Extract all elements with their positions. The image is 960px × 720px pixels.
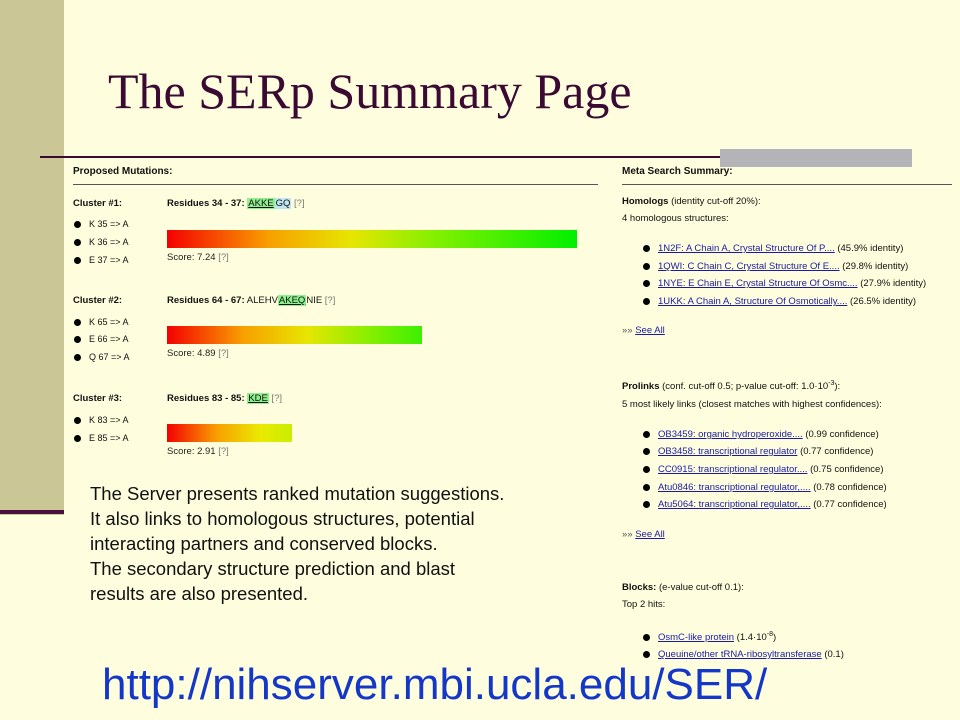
highlighted-residues: AKEQ [278, 295, 306, 306]
homolog-link[interactable]: 1QWI: C Chain C, Crystal Structure Of E.... [658, 261, 840, 272]
mutation-item: K 83 => A [74, 415, 129, 425]
note-line: The Server presents ranked mutation suggestions. [90, 483, 505, 504]
cluster-label: Cluster #2: [73, 295, 123, 306]
help-link[interactable]: [?] [324, 295, 336, 306]
homologs-see-all: »» See All [622, 325, 665, 336]
note-line: results are also presented. [90, 583, 309, 604]
mutation-item: K 35 => A [74, 219, 129, 229]
homolog-link[interactable]: 1UKK: A Chain A, Structure Of Osmotically.... [658, 296, 848, 307]
server-url[interactable]: http://nihserver.mbi.ucla.edu/SER/ [102, 660, 768, 709]
blocks-count: Top 2 hits: [622, 599, 666, 610]
sidebar-divider [0, 510, 64, 514]
homolog-item: 1QWI: C Chain C, Crystal Structure Of E.... (29.8% identity) [643, 261, 908, 272]
meta-header: Meta Search Summary: [622, 166, 733, 177]
mutations-rule [73, 184, 598, 185]
score-bar [167, 326, 422, 344]
help-link[interactable]: [?] [218, 348, 229, 359]
homologs-heading: Homologs (identity cut-off 20%): [622, 196, 761, 207]
residues-line: Residues 83 - 85: KDE [?] [167, 393, 283, 404]
score-text: Score: 4.89 [?] [167, 348, 229, 359]
help-link[interactable]: [?] [271, 393, 283, 404]
mutation-item: E 85 => A [74, 433, 129, 443]
prolink-item: OB3459: organic hydroperoxide.... (0.99 confidence) [643, 429, 879, 440]
mutation-item: K 65 => A [74, 317, 129, 327]
highlighted-residues: KDE [248, 393, 268, 404]
prolink-link[interactable]: OB3459: organic hydroperoxide.... [658, 429, 803, 440]
homolog-item: 1N2F: A Chain A, Crystal Structure Of P.... (45.9% identity) [643, 243, 903, 254]
score-text: Score: 7.24 [?] [167, 252, 229, 263]
slide-sidebar [0, 0, 64, 515]
slide-notes [90, 481, 504, 606]
mutation-item: E 37 => A [74, 255, 129, 265]
block-item: Queuine/other tRNA-ribosyltransferase (0.1) [643, 649, 844, 660]
help-link[interactable]: [?] [218, 252, 229, 263]
prolink-item: Atu0846: transcriptional regulator,.... (0.78 confidence) [643, 482, 887, 493]
mutations-header: Proposed Mutations: [73, 166, 173, 177]
homolog-link[interactable]: 1NYE: E Chain E, Crystal Structure Of Osmc.... [658, 278, 858, 289]
see-all-link[interactable]: See All [635, 529, 665, 540]
note-line: The secondary structure prediction and blast [90, 558, 456, 579]
prolink-item: Atu5064: transcriptional regulator,.... (0.77 confidence) [643, 499, 887, 510]
homolog-link[interactable]: 1N2F: A Chain A, Crystal Structure Of P.... [658, 243, 835, 254]
meta-rule [622, 184, 952, 185]
prolinks-see-all: »» See All [622, 529, 665, 540]
cluster-label: Cluster #3: [73, 393, 123, 404]
prolinks-heading: Prolinks (conf. cut-off 0.5; p-value cut-off: $1.0\cdot 10^{-3}$): [622, 380, 841, 393]
decorative-bar [720, 149, 912, 167]
cluster-label: Cluster #1: [73, 198, 123, 209]
prolink-item: OB3458: transcriptional regulator (0.77 confidence) [643, 446, 873, 457]
prolink-link[interactable]: OB3458: transcriptional regulator [658, 446, 798, 457]
prolink-link[interactable]: Atu5064: transcriptional regulator,.... [658, 499, 811, 510]
score-bar [167, 230, 577, 248]
note-line: It also links to homologous structures, potential [90, 508, 475, 529]
block-link[interactable]: Queuine/other tRNA-ribosyltransferase [658, 649, 822, 660]
blocks-heading: Blocks: (e-value cut-off 0.1): [622, 582, 744, 593]
see-all-link[interactable]: See All [635, 325, 665, 336]
residues-line: Residues 34 - 37: AKKE GQ [?] [167, 198, 305, 209]
mutation-item: E 66 => A [74, 334, 129, 344]
residues-line: Residues 64 - 67: ALEHVAKEQNIE [?] [167, 295, 336, 306]
block-item: OsmC-like protein $(1.4\cdot 10^{-8})$ [643, 631, 776, 643]
help-link[interactable]: [?] [218, 446, 229, 457]
help-link[interactable]: [?] [294, 198, 305, 209]
prolink-link[interactable]: Atu0846: transcriptional regulator,.... [658, 482, 811, 493]
homologs-count: 4 homologous structures: [622, 213, 729, 224]
note-line: interacting partners and conserved blocks. [90, 533, 438, 554]
block-link[interactable]: OsmC-like protein [658, 632, 735, 644]
score-bar [167, 424, 292, 442]
highlighted-residues: AKKE [248, 198, 274, 209]
homolog-item: 1NYE: E Chain E, Crystal Structure Of Osmc.... (27.9% identity) [643, 278, 926, 289]
prolink-item: CC0915: transcriptional regulator.... (0.75 confidence) [643, 464, 884, 475]
homolog-item: 1UKK: A Chain A, Structure Of Osmotically.... (26.5% identity) [643, 296, 916, 307]
prolink-link[interactable]: CC0915: transcriptional regulator.... [658, 464, 808, 475]
prolinks-count: 5 most likely links (closest matches with highest confidences): [622, 399, 882, 410]
mutation-item: Q 67 => A [74, 352, 130, 362]
score-text: Score: 2.91 [?] [167, 446, 229, 457]
mutation-item: K 36 => A [74, 237, 129, 247]
slide-title: The SERp Summary Page [108, 63, 632, 119]
